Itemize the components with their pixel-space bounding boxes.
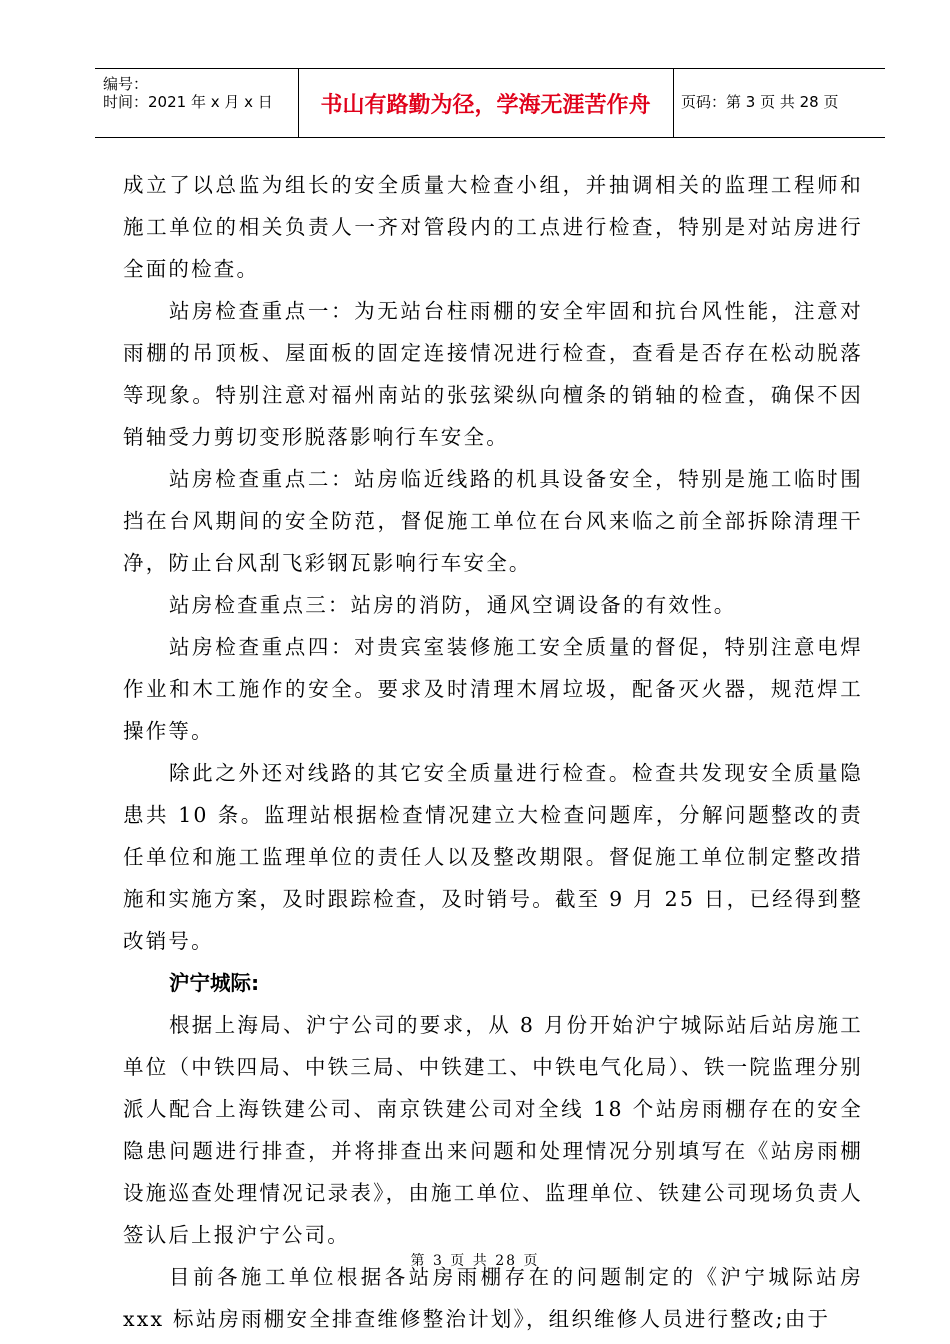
paragraph-huning-1: 根据上海局、沪宁公司的要求，从 8 月份开始沪宁城际站后站房施工单位（中铁四局、中铁三局、中铁建工、中铁电气化局）、铁一院监理分别派人配合上海铁建公司、南京铁建公司对全线 18 个站房雨棚存在的安全隐患问题进行排查，并将排查出来问题和处理情况分别填写在《站房雨棚设施巡查处理情况记录表》，由施工单位、监理单位、铁建公司现场负责人签认后上报沪宁公司。 bbox=[123, 1013, 863, 1247]
paragraph-focus-one: 站房检查重点一：为无站台柱雨棚的安全牢固和抗台风性能，注意对雨棚的吊顶板、屋面板的固定连接情况进行检查，查看是否存在松动脱落等现象。特别注意对福州南站的张弦梁纵向檀条的销轴的检查，确保不因销轴受力剪切变形脱落影响行车安全。 bbox=[123, 299, 863, 449]
time-label: 时间：2021 年 x 月 x 日 bbox=[103, 93, 273, 111]
header-meta-cell bbox=[95, 69, 298, 137]
document-header bbox=[95, 68, 885, 138]
paragraph-focus-two: 站房检查重点二：站房临近线路的机具设备安全，特别是施工临时围挡在台风期间的安全防范，督促施工单位在台风来临之前全部拆除清理干净，防止台风刮飞彩钢瓦影响行车安全。 bbox=[123, 467, 863, 575]
header-motto: 书山有路勤为径，学海无涯苦作舟 bbox=[320, 92, 651, 118]
paragraph-focus-three: 站房检查重点三：站房的消防，通风空调设备的有效性。 bbox=[169, 593, 737, 617]
paragraph-huning-2: 目前各施工单位根据各站房雨棚存在的问题制定的《沪宁城际站房 xxx 标站房雨棚安全排查维修整治计划》，组织维修人员进行整改;由于 bbox=[123, 1265, 863, 1331]
header-divider-2 bbox=[673, 69, 674, 137]
header-page-info: 页码：第 3 页 共 28 页 bbox=[681, 93, 839, 111]
document-body bbox=[123, 164, 863, 1340]
paragraph-continued: 成立了以总监为组长的安全质量大检查小组，并抽调相关的监理工程师和施工单位的相关负责人一齐对管段内的工点进行检查，特别是对站房进行全面的检查。 bbox=[123, 173, 863, 281]
paragraph-focus-four: 站房检查重点四：对贵宾室装修施工安全质量的督促，特别注意电焊作业和木工施作的安全。要求及时清理木屑垃圾，配备灭火器，规范焊工操作等。 bbox=[123, 635, 863, 743]
page-footer: 第 3 页 共 28 页 bbox=[410, 1253, 540, 1269]
doc-number-label: 编号： bbox=[103, 75, 149, 93]
paragraph-summary: 除此之外还对线路的其它安全质量进行检查。检查共发现安全质量隐患共 10 条。监理站根据检查情况建立大检查问题库，分解问题整改的责任单位和施工监理单位的责任人以及整改期限。督促施工单位制定整改措施和实施方案，及时跟踪检查，及时销号。截至 9 月 25 日，已经得到整改销号。 bbox=[123, 761, 863, 953]
section-heading: 沪宁城际: bbox=[169, 971, 260, 995]
